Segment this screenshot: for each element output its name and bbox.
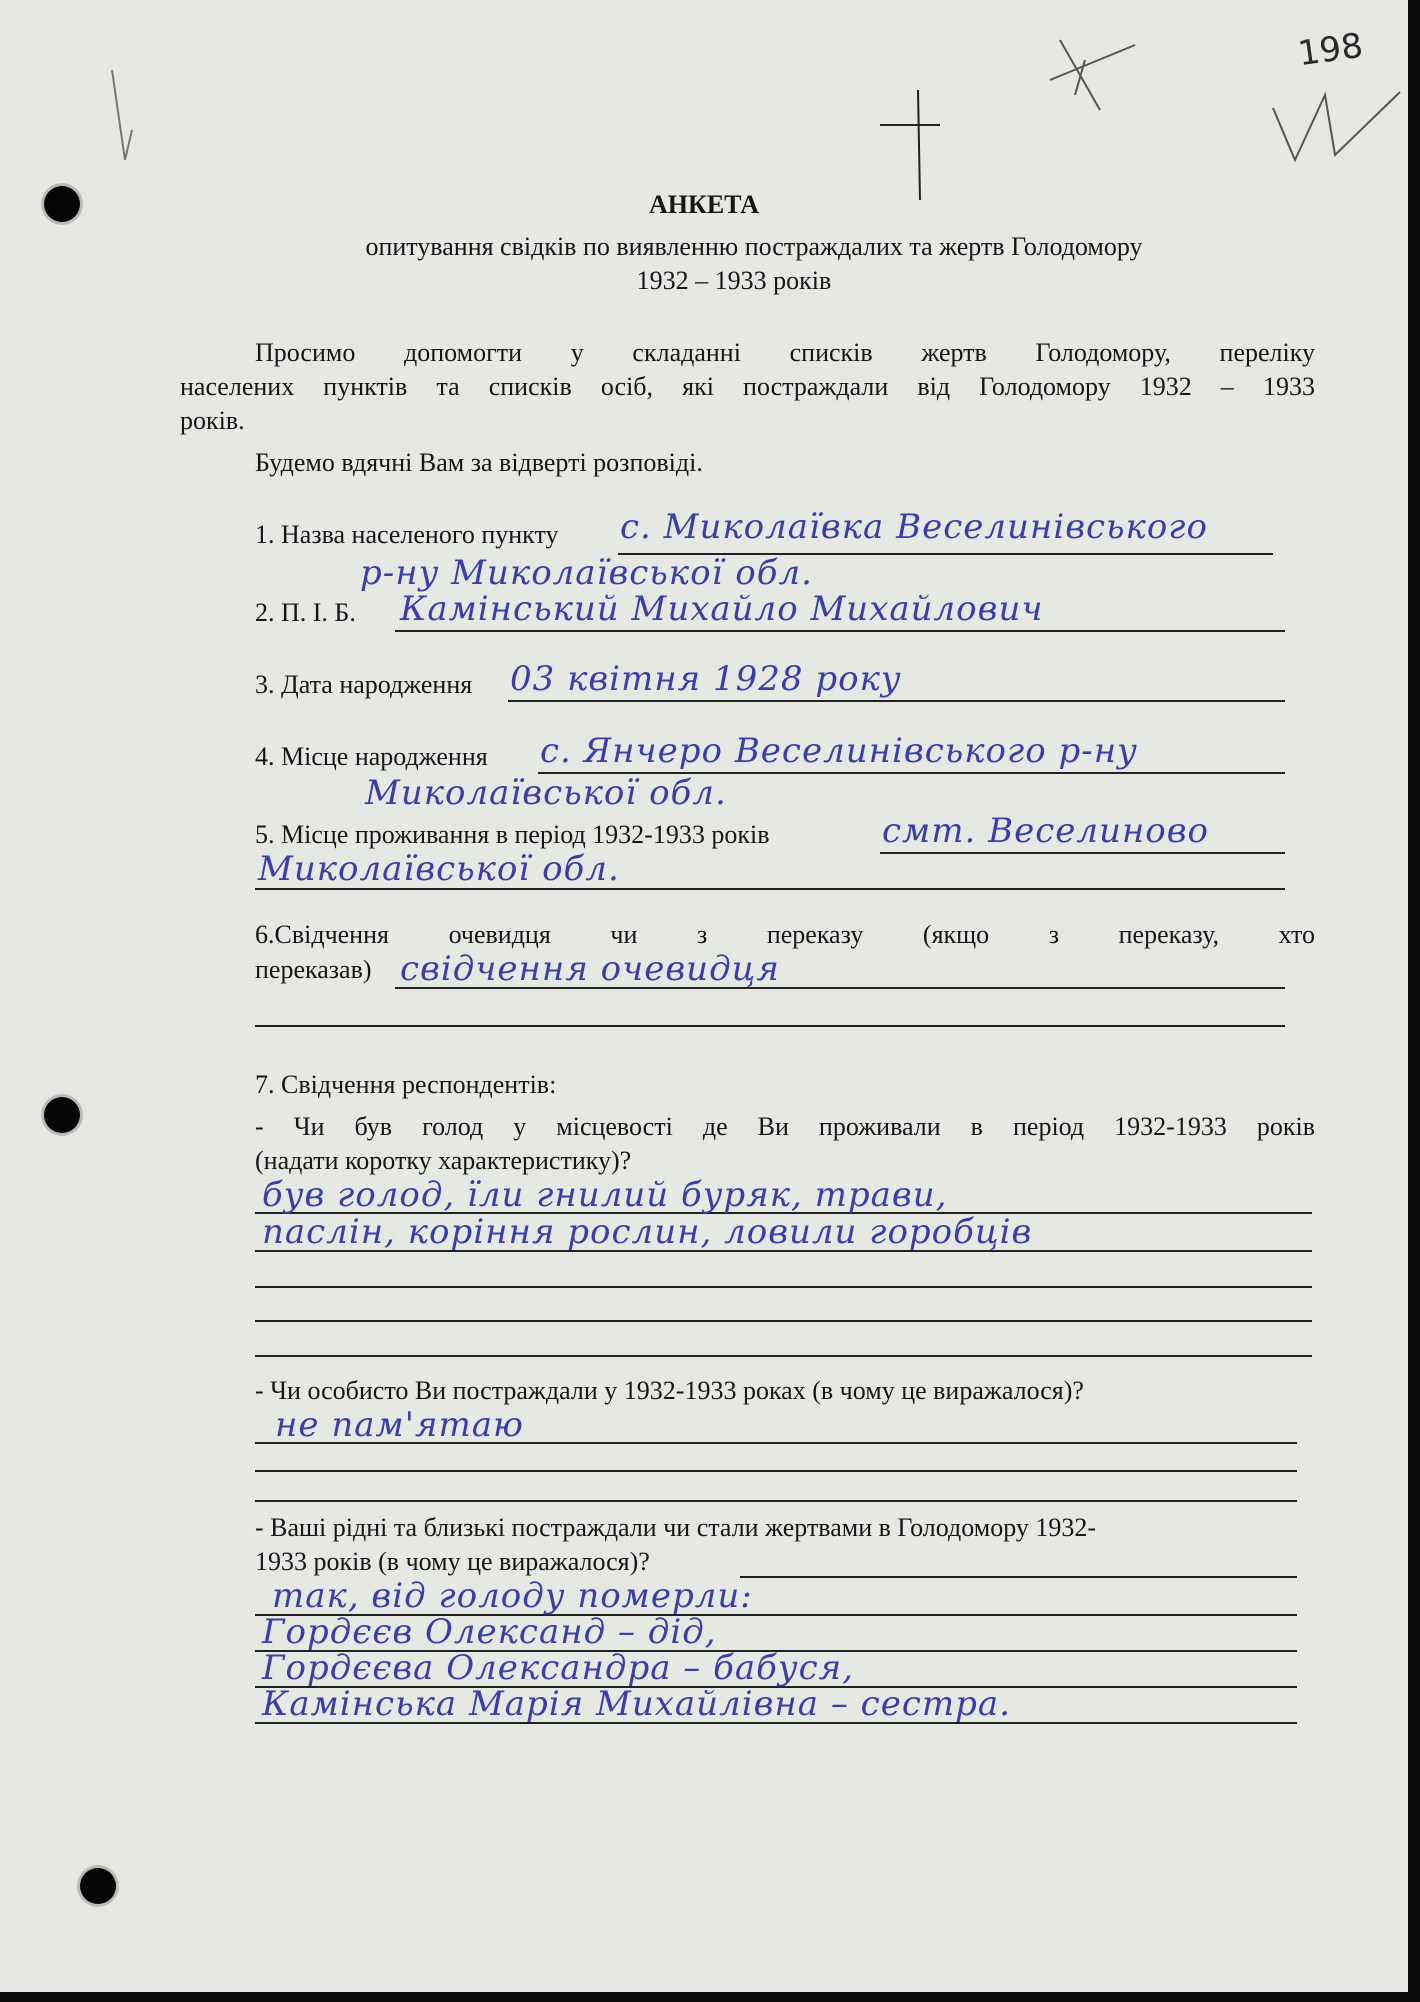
page-number-mark: 198 [1295,25,1366,75]
q3-label: 3. Дата народження [255,670,473,699]
q4-answer: с. Янчеро Веселинівського р-ну [540,731,1138,771]
testimony-a3-line-2: Гордєєв Олександ – дід, [262,1612,717,1652]
pencil-marks [0,0,1408,200]
q2-underline [395,630,1285,632]
testimony-a3-line-1: так, від голоду померли: [272,1576,753,1616]
testimony-q1: - Чи був голод у місцевості де Ви проживали в період 1932-1933 років [255,1112,1315,1141]
form-years: 1932 – 1933 років [636,266,832,295]
testimony-q1-continued: (надати коротку характеристику)? [255,1146,632,1175]
q4-label: 4. Місце народження [255,742,488,771]
q1-answer: с. Миколаївка Веселинівського [620,507,1208,547]
testimony-heading: 7. Свідчення респондентів: [255,1070,557,1099]
form-title: АНКЕТА [648,190,760,219]
punch-hole [44,1097,80,1133]
form-subtitle: опитування свідків по виявленню постраждалих та жертв Голодомору [365,232,1143,261]
q6-label: 6.Свідчення очевидця чи з переказу (якщо з переказу, хто [255,920,1315,949]
q3-answer: 03 квітня 1928 року [510,659,902,699]
answer-line [255,1355,1312,1357]
q6-label-continued: переказав) [255,955,372,984]
answer-line [255,1500,1297,1502]
q3-underline [508,700,1285,702]
intro-line-2: населених пунктів та списків осіб, які постраждали від Голодомору 1932 – 1933 [180,372,1315,401]
answer-line [255,1470,1297,1472]
q5-answer: смт. Веселиново [882,811,1210,851]
q1-label: 1. Назва населеного пункту [255,520,559,549]
testimony-a3-line-4: Камінська Марія Михайлівна – сестра. [262,1684,1011,1724]
punch-hole [80,1868,116,1904]
q5-underline [880,852,1285,854]
q6-answer: свідчення очевидця [400,949,780,989]
q5-label: 5. Місце проживання в період 1932-1933 років [255,820,770,849]
testimony-q3-continued: 1933 років (в чому це виражалося)? [255,1547,650,1576]
answer-line [255,1286,1312,1288]
q2-label: 2. П. І. Б. [255,598,356,627]
q1-answer-continued: р-ну Миколаївської обл. [360,553,813,593]
q2-answer: Камінський Михайло Михайлович [400,589,1044,629]
answer-line [740,1576,1297,1578]
testimony-a3-line-3: Гордєєва Олександра – бабуся, [262,1648,854,1688]
answer-line [255,1320,1312,1322]
testimony-q3: - Ваші рідні та близькі постраждали чи стали жертвами в Голодомору 1932- [255,1513,1097,1542]
intro-thanks: Будемо вдячні Вам за відверті розповіді. [255,448,703,477]
intro-line-1: Просимо допомогти у складанні списків жертв Голодомору, переліку [255,338,1315,367]
testimony-a2: не пам'ятаю [275,1405,524,1445]
intro-line-3: років. [180,406,245,435]
testimony-a1-line-2: паслін, коріння рослин, ловили горобців [262,1212,1033,1252]
q6-underline-2 [255,1025,1285,1027]
q5-answer-continued: Миколаївської обл. [258,849,620,889]
q4-answer-continued: Миколаївської обл. [365,773,727,813]
testimony-q2: - Чи особисто Ви постраждали у 1932-1933 роках (в чому це виражалося)? [255,1376,1084,1405]
testimony-a1-line-1: був голод, їли гнилий буряк, трави, [262,1175,948,1215]
